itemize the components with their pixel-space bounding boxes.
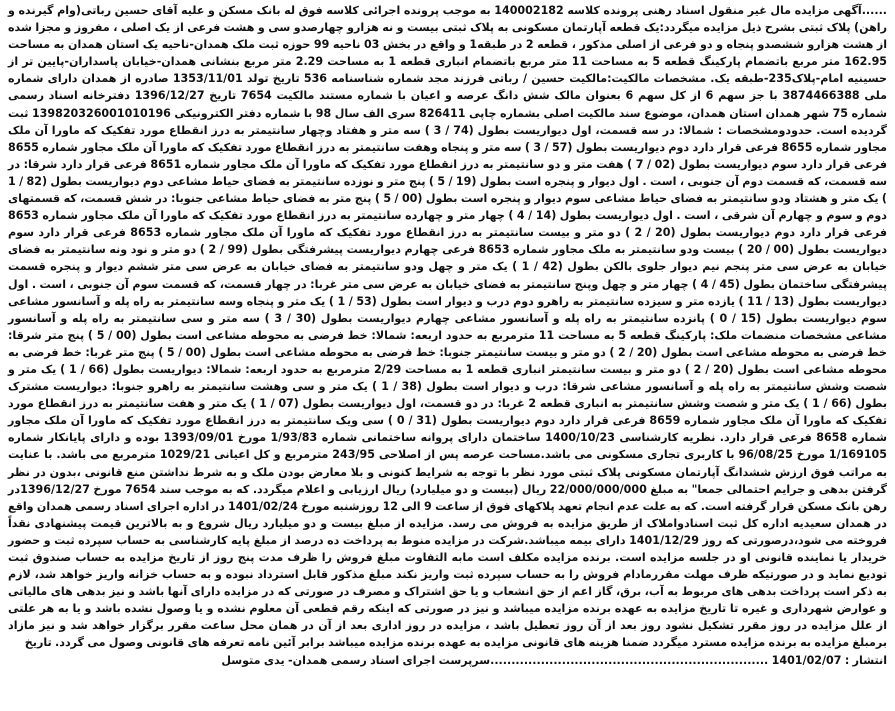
notice-signature-line: انتشار : 1401/02/07 ..................................................................سرپرست اجرای اسناد رسمی همدان- یدی متوسل	[221, 653, 887, 667]
auction-notice	[8, 2, 887, 708]
notice-body: ......آگهی مزایده مال غیر منقول اسناد رهنی پرونده کلاسه 140002182 به موجب پرونده اجرائی کلاسه فوق له بانک مسکن و علیه آقای حسین رباتی(وام گیرنده و راهن) پلاک ثبتی بشرح ذیل مزایده میگردد:یک قطعه آپارتمان مسکونی به پلاک ثبتی بیست و نه هزارو چهارصدو سی و هشت فرعی از یک اصلی ، مفروز و مجزا شده از هشت هزارو ششصدو پنجاه و دو فرعی از اصلی مذکور ، قطعه 2 در طبقه1 و واقع در بخش 03 ناحیه 99 حوزه ثبت ملک همدان-ناحیه یک استان همدان به مساحت 162.95 متر مربع باتضمام پارکینگ قطعه 5 به مساحت 11 متر مربع باتضمام انباری قطعه 1 به مساحت 2.29 متر مربع بنشانی همدان-خیابان پاسداران-پایین تر از حسینیه امام-پلاک235-طبقه یک. مشخصات مالکیت:مالکیت حسین / رباتی فرزند مجد شماره شناسنامه 536 تاریخ تولد 1353/11/01 صادره از همدان دارای شماره ملی 3874466388 با جز سهم 6 از کل سهم 6 بعنوان مالک شش دانگ عرصه و اعیان با شماره مستند مالکیت 7654 تاریخ 1396/12/27 دفترخانه اسناد رسمی شماره 75 شهر همدان استان همدان، موضوع سند مالکیت اصلی بشماره چاپی 826411 سری الف سال 98 با شماره دفتر الکترونیکی 139820326001010196 ثبت گردیده است. حدودومشخصات : شمالا: در سه قسمت، اول دیواریست بطول (74 / 3 ) سه متر و هفتاد وچهار سانتیمتر به درز انقطاع مورد تفکیک که ماورا آن ملک مجاور شماره 8655 فرعی قرار دارد دوم دیواریست بطول (57 / 3 ) سه متر و پنجاه وهفت سانتیمتر به درز انقطاع مورد تفکیک که ماورا آن ملک مجاور شماره 8655 فرعی قرار دارد سوم دیواریست بطول (02 / 7 ) هفت متر و دو سانتیمتر به درز انقطاع مورد تفکیک که ماورا آن ملک مجاور شماره 8651 فرعی قرار دارد شرقا: در سه قسمت، که قسمت دوم آن جنوبی ، است . اول دیوار و پنجره است بطول (19 / 5 ) پنج متر و نوزده سانتیمتر به فضای حیاط مشاعی دوم دیواریست بطول (82 / 1 ) یک متر و هشتاد ودو سانتیمتر به فضای حیاط مشاعی سوم دیوار و پنجره است بطول (00 / 5 ) پنج متر به فضای حیاط مشاعی جنوبا: در شش قسمت، که قسمتهای دوم و سوم و چهارم آن شرقی ، است . اول دیواریست بطول (14 / 4 ) چهار متر و چهارده سانتیمتر به درز انقطاع مورد تفکیک که ماورا آن ملک مجاور شماره 8653 فرعی قرار دارد دوم دیواریست بطول (20 / 2 ) دو متر و بیست سانتیمتر به درز انقطاع مورد تفکیک که ماورا آن ملک مجاور شماره 8653 فرعی قرار دارد سوم دیواریست بطول (00 / 20 ) بیست ودو سانتیمتر به ملک مجاور شماره 8653 فرعی چهارم دیواریست پیشرفتگی بطول (99 / 2 ) دو متر و نود ونه سانتیمتر به فضای خیابان به عرض سی متر پنجم نیم دیوار جلوی بالکن بطول (42 / 1 ) یک متر و چهل ودو سانتیمتر به فضای خیابان به عرض سی متر ششم دیوار و پنجره قسمت پیشرفتگی ساختمان بطول (45 / 4 ) چهار متر و چهل وپنج سانتیمتر به فضای خیابان به عرض سی متر غربا: در چهار قسمت، که قسمت سوم آن جنوبی ، است . اول دیواریست بطول (13 / 11 ) یازده متر و سیزده سانتیمتر به راهرو دوم درب و دیوار است بطول (53 / 1 ) یک متر و پنجاه وسه سانتیمتر به راه پله و آسانسور مشاعی سوم دیواریست بطول (15 / 0 ) پانزده سانتیمتر به راه پله و آسانسور مشاعی چهارم دیواریست بطول (30 / 3 ) سه متر و سی سانتیمتر به راه پله و آسانسور مشاعی مشخصات منضمات ملک: پارکینگ قطعه 5 به مساحت 11 مترمربع به حدود اربعه: شمالا: خط فرضی به محوطه مشاعی است بطول (00 / 5 ) پنج متر شرقا: خط فرضی به محوطه مشاعی است بطول (20 / 2 ) دو متر و بیست سانتیمتر جنوبا: خط فرضی به محوطه مشاعی است بطول (00 / 5 ) پنج متر غربا: خط فرضی به محوطه مشاعی است بطول (20 / 2 ) دو متر و بیست سانتیمتر انباری قطعه 1 به مساحت 2/29 مترمربع به حدود اربعه: شمالا: دیواریست بطول (66 / 1 ) یک متر و شصت وشش سانتیمتر به راه پله و آسانسور مشاعی شرقا: درب و دیوار است بطول (38 / 1 ) یک متر و سی وهشت سانتیمتر به راهرو جنوبا: دیواریست مشترک بطول (66 / 1 ) یک متر و شصت وشش سانتیمتر به انباری قطعه 2 غربا: در دو قسمت، اول دیواریست بطول (07 / 1 ) یک متر و هفت سانتیمتر به درز انقطاع مورد تفکیک که ماورا آن ملک مجاور شماره 8659 فرعی قرار دارد دوم دیواریست بطول (31 / 0 ) سی ویک سانتیمتر به درز انقطاع مورد تفکیک که ماورا آن ملک مجاور شماره 8658 فرعی قرار دارد. نظریه کارشناسی 1400/10/23 ساختمان دارای پروانه ساختمانی شماره 1/93/83 مورخ 1393/09/01 بوده و دارای پایانکار شماره 1/169105 مورخ 96/08/25 با کاربری تجاری مسکونی می باشد.مساحت عرصه پس از اصلاحی 243/95 مترمربع و کل اعیانی 1029/21 مترمربع می باشد. با عنایت به مراتب فوق ارزش ششدانگ آپارتمان مسکونی پلاک ثبتی مورد نظر با توجه به شرایط کنونی و بلا معارض بودن ملک و به شرط نداشتن منع قانونی ،بدون در نظر گرفتن بدهی و جرایم احتمالی جمعا" به مبلغ 22/000/000/000 ریال (بیست و دو میلیارد) ریال ارزیابی و اعلام میگردد. که به موجب سند 7654 مورخ 1396/12/27در رهن بانک مسکن قرار گرفته است. که به علت عدم انجام تعهد پلاکهای فوق از ساعت 9 الی 12 روزشنبه مورخ 1401/02/24 در اداره اجرای اسناد رسمی همدان واقع در همدان سعیدیه اداره کل ثبت اسنادواملاک از طریق مزایده به فروش می رسد. مزایده از مبلغ بیست و دو میلیارد ریال شروع و به بالاترین قیمت پیشنهادی نقداً فروخته می شود،درصورتی که روز 1401/12/29 دارای بیمه میباشد.شرکت در مزایده منوط به پرداخت ده درصد از مبلغ پایه کارشناسی به حساب سپرده ثبت و حضور خریدار یا نماینده قانونی او در جلسه مزایده است. برنده مزایده مکلف است مابه التفاوت مبلغ فروش را ظرف مدت پنج روز از تاریخ مزایده به حساب صندوق ثبت تودیع نماید و در صورتیکه ظرف مهلت مقررمادام فروش را به حساب سپرده ثبت واریز نکند مبلغ مذکور قابل استرداد نبوده و به حساب خزانه واریز خواهد شد، لازم به ذکر است پرداخت بدهی های مربوط به آب، برق، گاز اعم از حق انشعاب و یا حق اشتراک و مصرف در صورتی که در مزایده دارای آنها باشد و نیز بدهی های مالیاتی و عوارض شهرداری و غیره تا تاریخ مزایده به عهده برنده مزایده میباشد و نیز در صورتی که اینکه رقم قطعی آن معلوم نشده و یا وصول نشده باشد و یا به هر علتی از علل مزایده در روز مقرر تشکیل نشود روز بعد از آن روز تعطیل باشد ، مزایده در روز اداری بعد از آن در همان محل ساعت مقرر برگزار خواهد شد و نیز مازاد برمبلغ مزایده به برنده مزایده مسترد میگردد ضمنا هزینه های قانونی مزایده به عهده برنده مزایده میباشد برابر آئین نامه تعرفه های قانونی وصول می گردد. تاریخ	[8, 4, 888, 650]
